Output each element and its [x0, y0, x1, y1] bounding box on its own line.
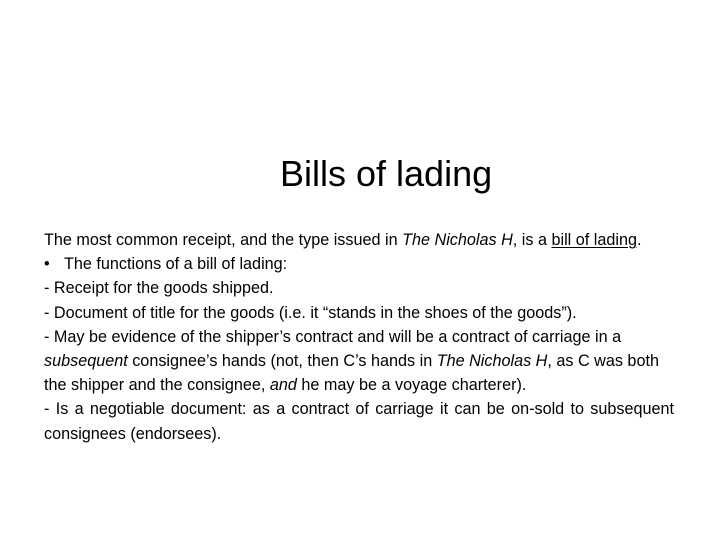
intro-text-1: The most common receipt, and the type issued in — [44, 231, 403, 249]
intro-paragraph — [44, 228, 674, 252]
bullet-item — [44, 252, 674, 276]
intro-text-2: , is a — [512, 231, 552, 249]
contract-text-1: - May be evidence of the shipper’s contract and will be a contract of carriage in a — [44, 327, 622, 346]
intro-text-3: . — [636, 231, 642, 249]
item-negotiable: - Is a negotiable document: as a contract of carriage it can be on-sold to subsequent consignees (endorsees). — [44, 400, 674, 443]
item-receipt: - Receipt for the goods shipped. — [44, 279, 274, 298]
item-contract — [44, 325, 674, 398]
contract-text-4: he may be a voyage charterer). — [296, 376, 527, 395]
intro-case-name: The Nicholas H — [402, 231, 513, 249]
item-document-of-title: - Document of title for the goods (i.e. it “stands in the shoes of the goods”). — [44, 303, 577, 322]
contract-emphasis-subsequent: subsequent — [44, 352, 128, 371]
contract-emphasis-and: and — [269, 376, 297, 395]
bill-of-lading-term: bill of lading — [551, 231, 637, 249]
contract-text-3: , as C was both the shipper and the consignee, — [44, 352, 659, 395]
slide-title: Bills of lading — [280, 153, 493, 194]
contract-text-2: consignee’s hands (not, then C’s hands in — [127, 352, 437, 371]
contract-case-name: The Nicholas H — [436, 352, 548, 371]
slide-body — [44, 228, 674, 446]
bullet-text: The functions of a bill of lading: — [64, 255, 288, 274]
bullet-marker: • — [44, 255, 50, 274]
